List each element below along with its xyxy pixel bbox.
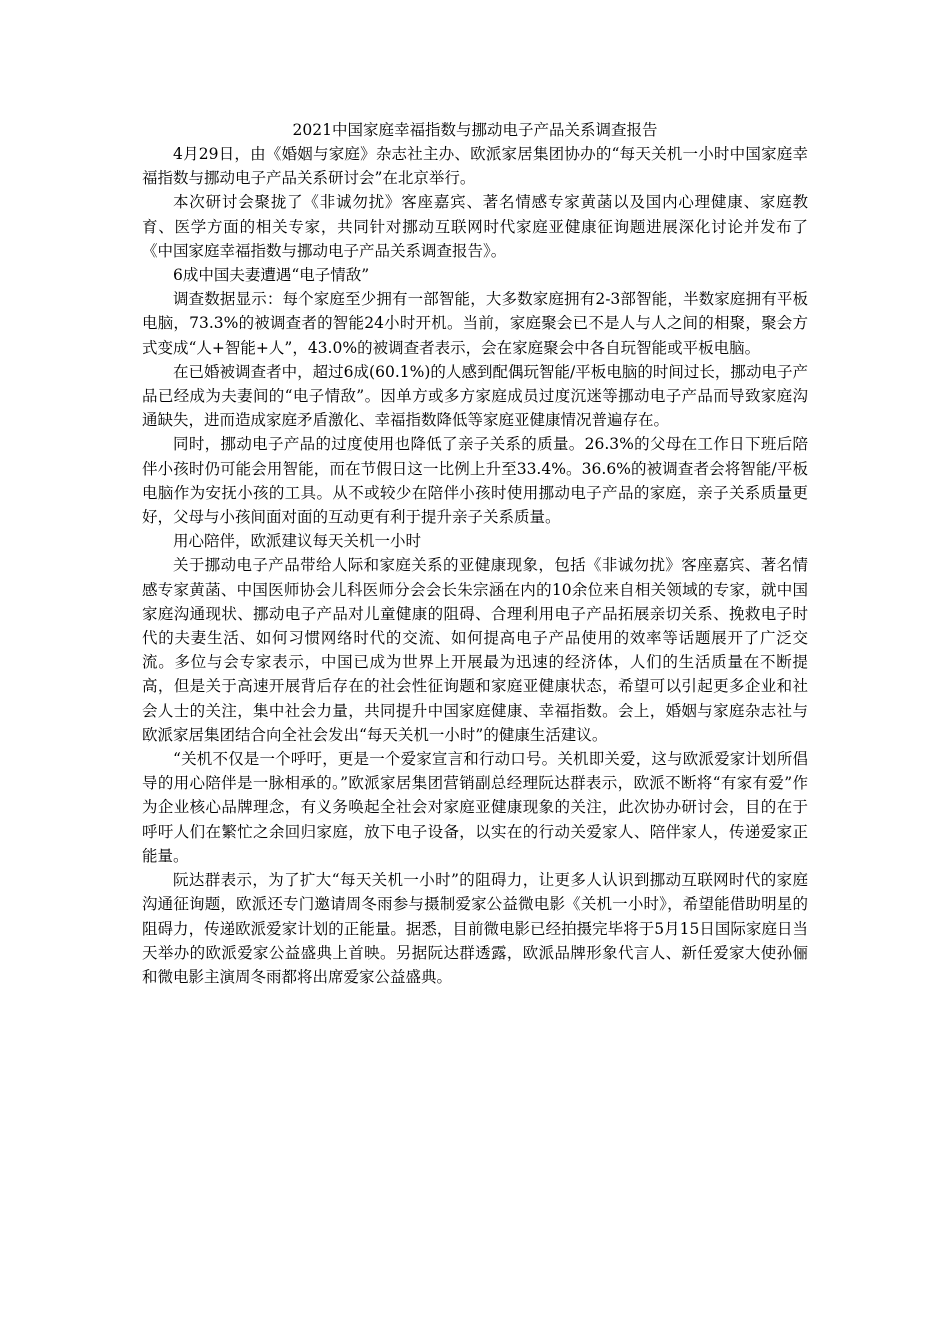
paragraph-micro-film: 阮达群表示，为了扩大“每天关机一小时”的阻碍力，让更多人认识到挪动互联网时代的家庭沟通征询题，欧派还专门邀请周冬雨参与摄制爱家公益微电影《关机一小时》，希望能借助明星的阻碍力，传递欧派爱家计划的正能量。据悉，目前微电影已经拍摄完毕将于5月15日国际家庭日当天举办的欧派爱家公益盛典上首映。另据阮达群透露，欧派品牌形象代言人、新任爱家大使孙俪和微电影主演周冬雨都将出席爱家公益盛典。 [142, 871, 808, 986]
document-page [142, 118, 808, 989]
paragraph-parent-child: 同时，挪动电子产品的过度使用也降低了亲子关系的质量。26.3%的父母在工作日下班后陪伴小孩时仍可能会用智能，而在节假日这一比例上升至33.4%。36.6%的被调查者会将智能/平板电脑作为安抚小孩的工具。从不或较少在陪伴小孩时使用挪动电子产品的家庭，亲子关系质量更好，父母与小孩间面对面的互动更有利于提升亲子关系质量。 [142, 435, 808, 527]
paragraph-seminar-intro: 4月29日，由《婚姻与家庭》杂志社主办、欧派家居集团协办的“每天关机一小时中国家庭幸福指数与挪动电子产品关系研讨会”在北京举行。 [142, 145, 808, 188]
paragraph-expert-discussion: 关于挪动电子产品带给人际和家庭关系的亚健康现象，包括《非诚勿扰》客座嘉宾、著名情感专家黄菡、中国医师协会儿科医师分会会长朱宗涵在内的10余位来自相关领域的专家，就中国家庭沟通现状、挪动电子产品对儿童健康的阻碍、合理利用电子产品拓展亲切关系、挽救电子时代的夫妻生活、如何习惯网络时代的交流、如何提高电子产品使用的效率等话题展开了广泛交流。多位与会专家表示，中国已成为世界上开展最为迅速的经济体，人们的生活质量在不断提高，但是关于高速开展背后存在的社会性征询题和家庭亚健康状态，希望可以引起更多企业和社会人士的关注，集中社会力量，共同提升中国家庭健康、幸福指数。会上，婚姻与家庭杂志社与欧派家居集团结合向全社会发出“每天关机一小时”的健康生活建议。 [142, 556, 808, 744]
paragraph-survey-data: 调查数据显示：每个家庭至少拥有一部智能，大多数家庭拥有2-3部智能，半数家庭拥有平板电脑，73.3%的被调查者的智能24小时开机。当前，家庭聚会已不是人与人之间的相聚，聚会方式变成“人+智能+人”，43.0%的被调查者表示，会在家庭聚会中各自玩智能或平板电脑。 [142, 290, 808, 357]
section-heading-power-off-hour: 用心陪伴，欧派建议每天关机一小时 [173, 532, 422, 551]
paragraph-married-respondents: 在已婚被调查者中，超过6成(60.1%)的人感到配偶玩智能/平板电脑的时间过长，挪动电子产品已经成为夫妻间的“电子情敌”。因单方或多方家庭成员过度沉迷等挪动电子产品而导致家庭沟通缺失，进而造成家庭矛盾激化、幸福指数降低等家庭亚健康情况普遍存在。 [142, 362, 808, 430]
paragraph-experts-report: 本次研讨会聚拢了《非诚勿扰》客座嘉宾、著名情感专家黄菡以及国内心理健康、家庭教育、医学方面的相关专家，共同针对挪动互联网时代家庭亚健康征询题进展深化讨论并发布了《中国家庭幸福指数与挪动电子产品关系调查报告》。 [142, 193, 808, 260]
section-heading-electronic-rival: 6成中国夫妻遭遇“电子情敌” [173, 266, 370, 285]
document-title: 2021中国家庭幸福指数与挪动电子产品关系调查报告 [292, 121, 658, 139]
paragraph-oppein-statement: “关机不仅是一个呼吁，更是一个爱家宣言和行动口号。关机即关爱，这与欧派爱家计划所倡导的用心陪伴是一脉相承的。”欧派家居集团营销副总经理阮达群表示，欧派不断将“有家有爱”作为企业核心品牌理念，有义务唤起全社会对家庭亚健康现象的关注，此次协办研讨会，目的在于呼吁人们在繁忙之余回归家庭，放下电子设备，以实在的行动关爱家人、陪伴家人，传递爱家正能量。 [142, 750, 808, 865]
